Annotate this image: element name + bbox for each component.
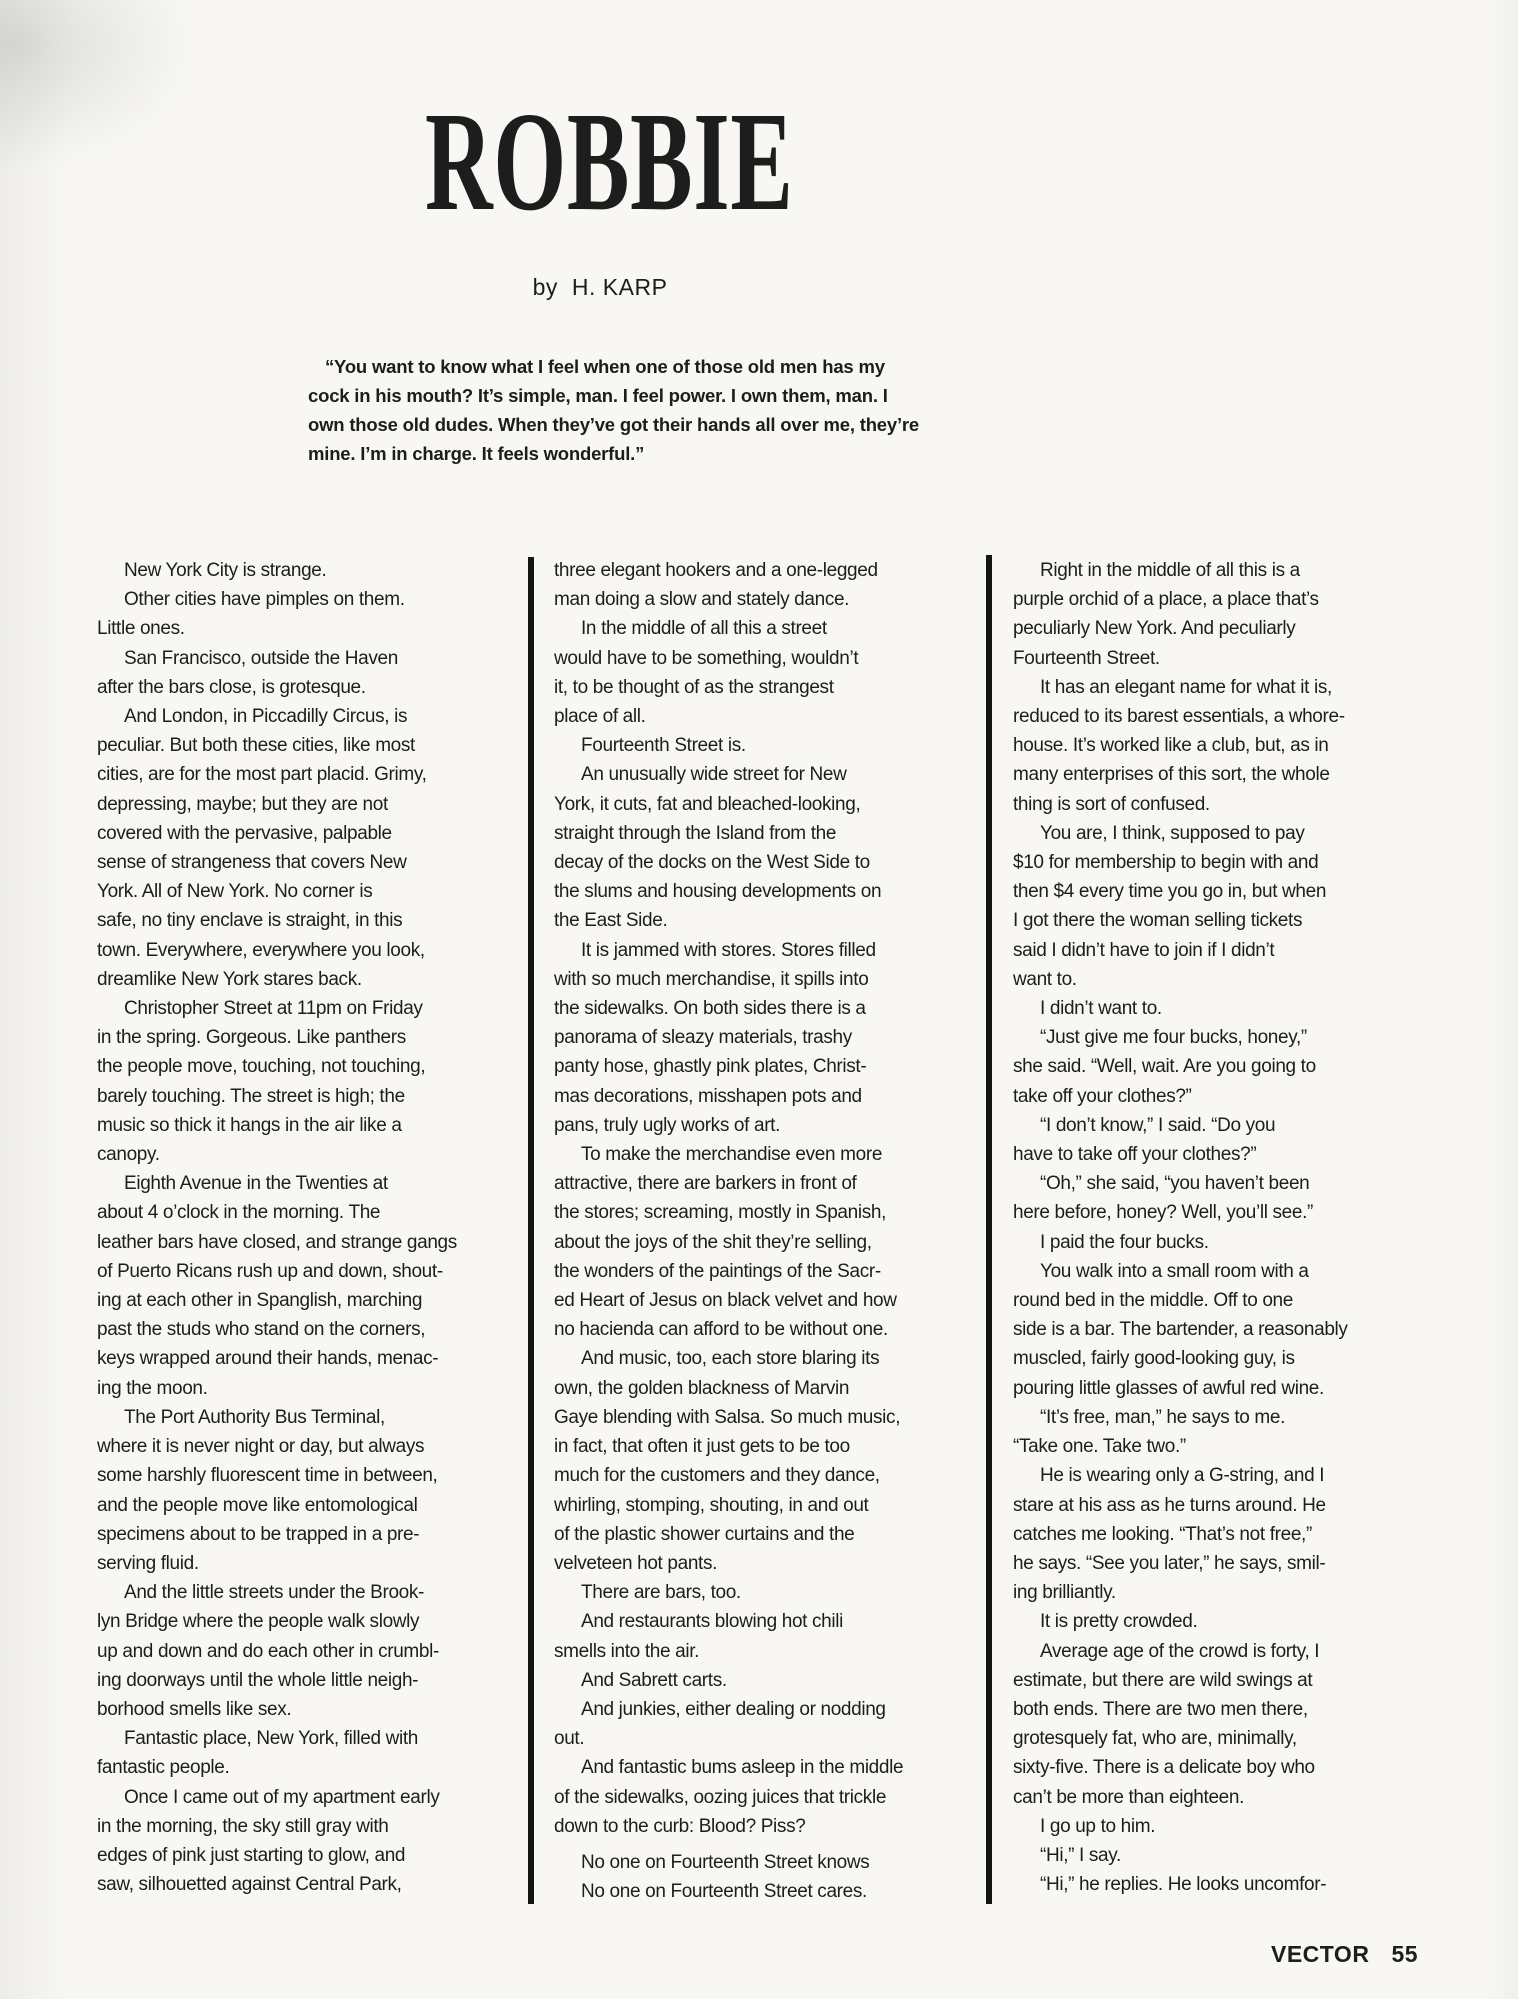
text-line: the slums and housing developments on xyxy=(554,881,882,903)
paragraph xyxy=(1013,1169,1408,1227)
text-line: reduced to its barest essentials, a whore- xyxy=(1013,706,1345,728)
paragraph xyxy=(1013,1637,1408,1812)
text-line: serving fluid. xyxy=(97,1552,199,1574)
text-line: edges of pink just starting to glow, and xyxy=(97,1844,406,1866)
text-line: You walk into a small room with a xyxy=(1040,1260,1309,1282)
text-line: Gaye blending with Salsa. So much music, xyxy=(554,1406,901,1428)
text-line: Average age of the crowd is forty, I xyxy=(1040,1640,1320,1662)
paragraph xyxy=(97,1169,457,1403)
article-title: ROBBIE xyxy=(425,82,794,240)
text-line: “It’s free, man,” he says to me. xyxy=(1040,1406,1286,1428)
text-line: place of all. xyxy=(554,706,646,728)
paragraph xyxy=(554,936,914,1140)
paragraph xyxy=(1013,1111,1408,1169)
quote-line: own those old dudes. When they’ve got their hands all over me, they’re xyxy=(308,414,919,435)
text-line: There are bars, too. xyxy=(581,1582,741,1604)
text-line: the people move, touching, not touching, xyxy=(97,1056,426,1078)
paragraph xyxy=(97,556,427,585)
text-line: about the joys of the shit they’re selling, xyxy=(554,1231,872,1253)
paragraph xyxy=(1013,1257,1408,1403)
text-line: Other cities have pimples on them. xyxy=(124,589,405,611)
paragraph xyxy=(554,1753,914,1841)
text-line: in fact, that often it just gets to be too xyxy=(554,1436,850,1458)
text-line: I got there the woman selling tickets xyxy=(1013,910,1303,932)
byline-author: H. KARP xyxy=(571,274,668,300)
text-line: down to the curb: Blood? Piss? xyxy=(554,1815,806,1837)
text-line: New York City is strange. xyxy=(124,560,327,581)
text-line: velveteen hot pants. xyxy=(554,1552,718,1574)
paragraph xyxy=(1013,994,1408,1023)
text-line: ing brilliantly. xyxy=(1013,1582,1116,1604)
text-line: in the spring. Gorgeous. Like panthers xyxy=(97,1027,406,1049)
text-line: much for the customers and they dance, xyxy=(554,1465,880,1487)
paragraph xyxy=(554,1344,914,1578)
paragraph xyxy=(97,1578,439,1724)
text-line: No one on Fourteenth Street cares. xyxy=(581,1881,867,1903)
paragraph xyxy=(1013,1812,1408,1841)
magazine-name: VECTOR xyxy=(1271,1941,1370,1967)
text-line: In the middle of all this a street xyxy=(581,618,827,640)
text-line: own, the golden blackness of Marvin xyxy=(554,1377,850,1399)
text-line: depressing, maybe; but they are not xyxy=(97,793,388,815)
paragraph xyxy=(97,702,427,994)
column-3 xyxy=(1013,556,1408,1899)
text-line: said I didn’t have to join if I didn’t xyxy=(1013,939,1275,961)
text-line: To make the merchandise even more xyxy=(581,1144,883,1166)
text-line: round bed in the middle. Off to one xyxy=(1013,1290,1293,1312)
text-line: panty hose, ghastly pink plates, Christ- xyxy=(554,1056,867,1078)
page-number: 55 xyxy=(1391,1941,1419,1967)
text-line: attractive, there are barkers in front of xyxy=(554,1173,857,1195)
text-line: ing doorways until the whole little neigh- xyxy=(97,1669,419,1691)
pull-quote xyxy=(308,352,933,468)
text-line: Once I came out of my apartment early xyxy=(124,1786,440,1808)
text-line: want to. xyxy=(1013,968,1077,990)
text-line: And junkies, either dealing or nodding xyxy=(581,1698,886,1720)
text-line: And fantastic bums asleep in the middle xyxy=(581,1757,904,1779)
text-line: $10 for membership to begin with and xyxy=(1013,852,1319,874)
text-line: An unusually wide street for New xyxy=(581,764,847,786)
text-line: thing is sort of confused. xyxy=(1013,793,1210,815)
paragraph xyxy=(1013,819,1408,994)
text-line: Little ones. xyxy=(97,618,185,640)
text-line: And the little streets under the Brook- xyxy=(124,1582,425,1604)
text-line: borhood smells like sex. xyxy=(97,1698,292,1720)
paragraph xyxy=(554,1578,914,1607)
paragraph xyxy=(554,731,914,760)
text-line: peculiar. But both these cities, like most xyxy=(97,735,415,757)
paragraph xyxy=(1013,673,1408,819)
text-line: grotesquely fat, who are, minimally, xyxy=(1013,1728,1297,1750)
paragraph xyxy=(1013,1841,1408,1870)
text-line: He is wearing only a G-string, and I xyxy=(1040,1465,1325,1487)
text-line: smells into the air. xyxy=(554,1640,700,1662)
column-divider-2 xyxy=(986,555,992,1904)
text-line: the sidewalks. On both sides there is a xyxy=(554,998,866,1020)
paragraph xyxy=(554,1695,914,1753)
text-line: Fantastic place, New York, filled with xyxy=(124,1728,419,1750)
text-line: town. Everywhere, everywhere you look, xyxy=(97,939,425,961)
text-line: “I don’t know,” I said. “Do you xyxy=(1040,1114,1276,1136)
text-line: where it is never night or day, but always xyxy=(97,1436,425,1458)
text-line: of the sidewalks, oozing juices that trickle xyxy=(554,1786,887,1808)
text-line: fantastic people. xyxy=(97,1757,230,1779)
text-line: Fourteenth Street is. xyxy=(581,735,746,757)
text-line: It is pretty crowded. xyxy=(1040,1611,1198,1633)
text-line: And restaurants blowing hot chili xyxy=(581,1611,843,1633)
text-line: in the morning, the sky still gray with xyxy=(97,1815,389,1837)
paragraph xyxy=(554,1140,914,1344)
text-line: mas decorations, misshapen pots and xyxy=(554,1085,862,1107)
text-line: decay of the docks on the West Side to xyxy=(554,852,870,874)
text-line: here before, honey? Well, you’ll see.” xyxy=(1013,1202,1314,1224)
text-line: The Port Authority Bus Terminal, xyxy=(124,1406,385,1428)
text-line: ing at each other in Spanglish, marching xyxy=(97,1290,423,1312)
text-line: canopy. xyxy=(97,1144,160,1166)
text-line: after the bars close, is grotesque. xyxy=(97,676,366,698)
paragraph xyxy=(97,994,427,1169)
quote-line: mine. I’m in charge. It feels wonderful.” xyxy=(308,443,645,464)
text-line: house. It’s worked like a club, but, as in xyxy=(1013,735,1329,757)
text-line: would have to be something, wouldn’t xyxy=(554,647,859,669)
text-line: peculiarly New York. And peculiarly xyxy=(1013,618,1296,640)
quote-line: “You want to know what I feel when one of those old men has my xyxy=(325,356,885,377)
paragraph xyxy=(554,1607,914,1665)
paragraph xyxy=(97,1724,427,1782)
text-line: ed Heart of Jesus on black velvet and how xyxy=(554,1290,897,1312)
paragraph xyxy=(554,614,914,731)
paragraph xyxy=(554,1848,914,1877)
byline-prefix: by xyxy=(532,274,558,300)
text-line: the stores; screaming, mostly in Spanish, xyxy=(554,1202,887,1224)
text-line: three elegant hookers and a one-legged xyxy=(554,560,878,581)
text-line: side is a bar. The bartender, a reasonably xyxy=(1013,1319,1348,1341)
text-line: leather bars have closed, and strange gangs xyxy=(97,1231,457,1253)
text-line: It has an elegant name for what it is, xyxy=(1040,676,1332,698)
text-line: barely touching. The street is high; the xyxy=(97,1085,405,1107)
byline xyxy=(533,274,668,301)
text-line: cities, are for the most part placid. Grimy, xyxy=(97,764,427,786)
paragraph xyxy=(97,1403,438,1578)
quote-line: cock in his mouth? It’s simple, man. I feel power. I own them, man. I xyxy=(308,385,888,406)
text-line: no hacienda can afford to be without one. xyxy=(554,1319,888,1341)
text-line: specimens about to be trapped in a pre- xyxy=(97,1523,420,1545)
text-line: can’t be more than eighteen. xyxy=(1013,1786,1245,1808)
text-line: panorama of sleazy materials, trashy xyxy=(554,1027,852,1049)
paragraph xyxy=(554,556,914,614)
paragraph xyxy=(97,585,427,643)
text-line: You are, I think, supposed to pay xyxy=(1040,822,1305,844)
text-line: the East Side. xyxy=(554,910,668,932)
text-line: estimate, but there are wild swings at xyxy=(1013,1669,1313,1691)
text-line: sixty-five. There is a delicate boy who xyxy=(1013,1757,1315,1779)
paragraph xyxy=(1013,1607,1408,1636)
text-line: some harshly fluorescent time in between, xyxy=(97,1465,438,1487)
paragraph xyxy=(554,1666,914,1695)
text-line: about 4 o’clock in the morning. The xyxy=(97,1202,381,1224)
text-line: “Hi,” I say. xyxy=(1040,1844,1121,1866)
paragraph xyxy=(554,760,914,935)
text-line: And Sabrett carts. xyxy=(581,1669,727,1691)
text-line: take off your clothes?” xyxy=(1013,1085,1192,1107)
text-line: safe, no tiny enclave is straight, in this xyxy=(97,910,403,932)
text-line: stare at his ass as he turns around. He xyxy=(1013,1494,1326,1516)
text-line: covered with the pervasive, palpable xyxy=(97,822,392,844)
text-line: catches me looking. “That’s not free,” xyxy=(1013,1523,1312,1545)
text-line: sense of strangeness that covers New xyxy=(97,852,407,874)
text-line: No one on Fourteenth Street knows xyxy=(581,1851,870,1873)
text-line: he says. “See you later,” he says, smil- xyxy=(1013,1552,1326,1574)
text-line: ing the moon. xyxy=(97,1377,208,1399)
text-line: with so much merchandise, it spills into xyxy=(554,968,869,990)
paragraph xyxy=(1013,1461,1408,1607)
text-line: I go up to him. xyxy=(1040,1815,1156,1837)
text-line: she said. “Well, wait. Are you going to xyxy=(1013,1056,1316,1078)
text-line: it, to be thought of as the strangest xyxy=(554,676,834,698)
paragraph xyxy=(1013,1870,1408,1899)
text-line: man doing a slow and stately dance. xyxy=(554,589,850,611)
text-line: saw, silhouetted against Central Park, xyxy=(97,1874,402,1896)
text-line: York, it cuts, fat and bleached-looking, xyxy=(554,793,861,815)
text-line: pans, truly ugly works of art. xyxy=(554,1114,781,1136)
text-line: up and down and do each other in crumbl- xyxy=(97,1640,439,1662)
paragraph xyxy=(1013,556,1408,673)
text-line: music so thick it hangs in the air like a xyxy=(97,1114,402,1136)
text-line: muscled, fairly good-looking guy, is xyxy=(1013,1348,1295,1370)
text-line: of the plastic shower curtains and the xyxy=(554,1523,855,1545)
text-line: Fourteenth Street. xyxy=(1013,647,1160,669)
text-line: Christopher Street at 11pm on Friday xyxy=(124,998,423,1020)
text-line: both ends. There are two men there, xyxy=(1013,1698,1308,1720)
text-line: have to take off your clothes?” xyxy=(1013,1144,1257,1166)
paragraph xyxy=(97,1783,440,1900)
text-line: purple orchid of a place, a place that’s xyxy=(1013,589,1319,611)
text-line: And music, too, each store blaring its xyxy=(581,1348,880,1370)
text-line: I didn’t want to. xyxy=(1040,998,1162,1020)
text-line: past the studs who stand on the corners, xyxy=(97,1319,426,1341)
text-line: Right in the middle of all this is a xyxy=(1040,560,1300,581)
footer xyxy=(1271,1941,1418,1968)
text-line: pouring little glasses of awful red wine. xyxy=(1013,1377,1324,1399)
column-divider-1 xyxy=(528,557,534,1904)
paragraph xyxy=(97,644,427,702)
text-line: whirling, stomping, shouting, in and out xyxy=(554,1494,869,1516)
paragraph xyxy=(1013,1023,1408,1111)
text-line: lyn Bridge where the people walk slowly xyxy=(97,1611,420,1633)
paragraph xyxy=(554,1877,914,1906)
text-line: “Hi,” he replies. He looks uncomfor- xyxy=(1040,1874,1327,1896)
paragraph xyxy=(1013,1228,1408,1257)
text-line: many enterprises of this sort, the whole xyxy=(1013,764,1330,786)
text-line: San Francisco, outside the Haven xyxy=(124,647,398,669)
text-line: I paid the four bucks. xyxy=(1040,1231,1209,1253)
text-line: dreamlike New York stares back. xyxy=(97,968,362,990)
column-1 xyxy=(97,556,457,1899)
text-line: “Take one. Take two.” xyxy=(1013,1436,1186,1458)
text-line: then $4 every time you go in, but when xyxy=(1013,881,1327,903)
text-line: York. All of New York. No corner is xyxy=(97,881,373,903)
text-line: straight through the Island from the xyxy=(554,822,837,844)
text-line: And London, in Piccadilly Circus, is xyxy=(124,706,408,728)
text-line: It is jammed with stores. Stores filled xyxy=(581,939,876,961)
text-line: out. xyxy=(554,1728,585,1750)
text-line: keys wrapped around their hands, menac- xyxy=(97,1348,439,1370)
text-line: of Puerto Ricans rush up and down, shout- xyxy=(97,1260,443,1282)
text-line: “Oh,” she said, “you haven’t been xyxy=(1040,1173,1310,1195)
text-line: “Just give me four bucks, honey,” xyxy=(1040,1027,1307,1049)
text-line: the wonders of the paintings of the Sacr- xyxy=(554,1260,881,1282)
paragraph xyxy=(1013,1403,1408,1461)
column-2 xyxy=(554,556,914,1906)
text-line: and the people move like entomological xyxy=(97,1494,418,1516)
text-line: Eighth Avenue in the Twenties at xyxy=(124,1173,388,1195)
